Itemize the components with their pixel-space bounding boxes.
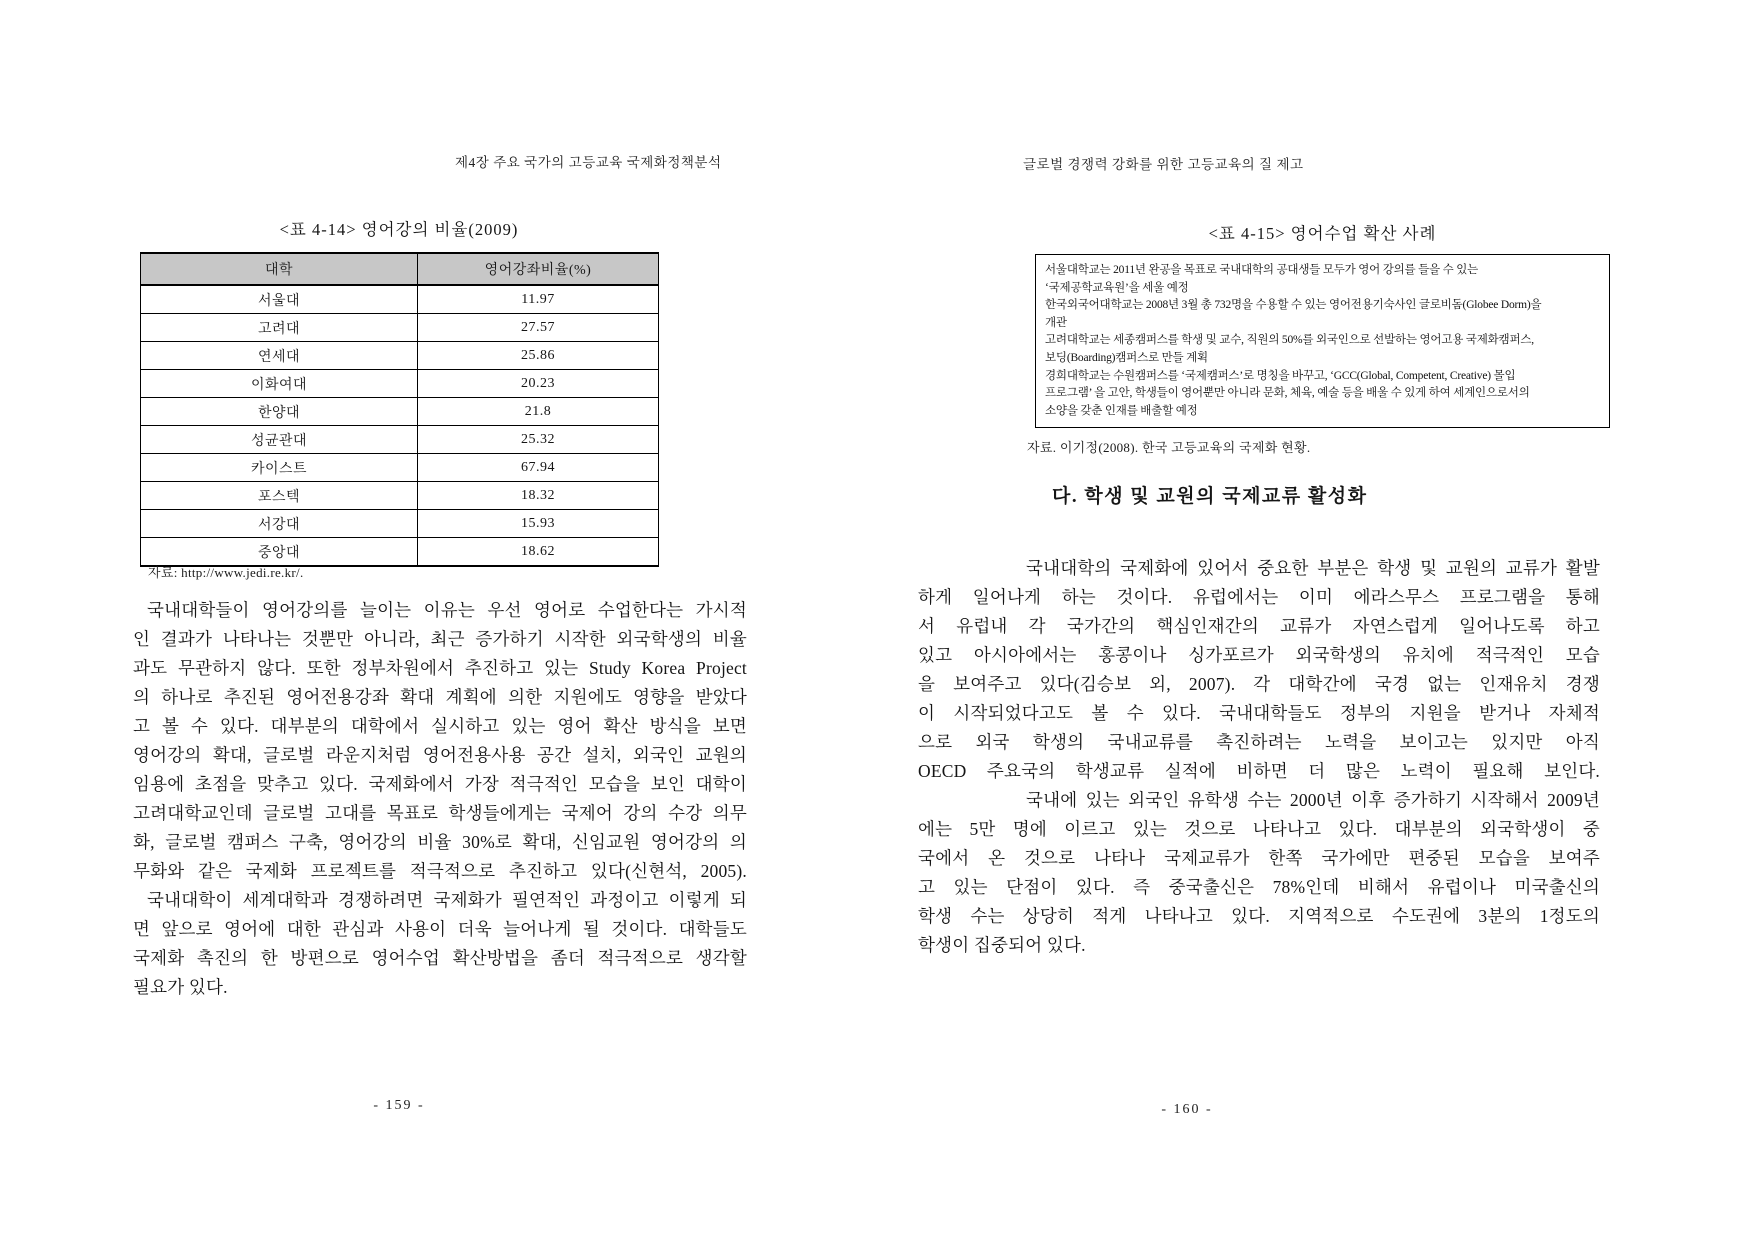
body-line: 고 있는 단점이 있다. 즉 중국출신은 78%인데 비해서 유럽이나 미국출신의: [918, 877, 1600, 897]
body-line: 국내에 있는 외국인 유학생 수는 2000년 이후 증가하기 시작해서 2009년: [1026, 790, 1600, 810]
body-line: 학생이 집중되어 있다.: [918, 935, 1086, 955]
table-row: [141, 342, 659, 370]
cell-ratio: 67.94: [418, 454, 659, 482]
body-line: 인 결과가 나타나는 것뿐만 아니라, 최근 증가하기 시작한 외국학생의 비율: [133, 629, 747, 649]
body-line: 고려대학교인데 글로벌 고대를 목표로 학생들에게는 국제어 강의 수강 의무: [133, 803, 747, 823]
body-line: 국제화 촉진의 한 방편으로 영어수업 확산방법을 좀더 적극적으로 생각할: [133, 948, 747, 968]
left-page-number: - 159 -: [373, 1098, 425, 1113]
table-row: [141, 398, 659, 426]
section-heading: 다. 학생 및 교원의 국제교류 활성화: [1052, 486, 1368, 507]
case-box-line: 경희대학교는 수원캠퍼스를 ‘국제캠퍼스’로 명칭을 바꾸고, ‘GCC(Global, Competent, Creative) 몰입: [1045, 369, 1516, 382]
cell-university: 연세대: [141, 342, 418, 370]
cell-ratio: 25.32: [418, 426, 659, 454]
cell-university: 성균관대: [141, 426, 418, 454]
right-page: [876, 0, 1753, 1240]
cell-ratio: 18.32: [418, 482, 659, 510]
left-table-source: 자료: http://www.jedi.re.kr/.: [148, 565, 304, 580]
body-line: 의 하나로 추진된 영어전용강좌 확대 계획에 의한 지원에도 영향을 받았다: [133, 687, 747, 707]
cell-ratio: 18.62: [418, 538, 659, 567]
right-page-number: - 160 -: [1161, 1102, 1213, 1117]
body-line: 하게 일어나게 하는 것이다. 유럽에서는 이미 에라스무스 프로그램을 통해: [918, 587, 1600, 607]
cell-ratio: 15.93: [418, 510, 659, 538]
cell-university: 포스텍: [141, 482, 418, 510]
table-row: [141, 510, 659, 538]
body-line: 학생 수는 상당히 적게 나타나고 있다. 지역적으로 수도권에 3분의 1정도의: [918, 906, 1600, 926]
table-row: [141, 370, 659, 398]
body-line: 필요가 있다.: [133, 977, 228, 997]
case-box-line: 서울대학교는 2011년 완공을 목표로 국내대학의 공대생들 모두가 영어 강의를 들을 수 있는: [1045, 264, 1479, 276]
left-page: [0, 0, 876, 1240]
table-row: [141, 314, 659, 342]
body-line: 으로 외국 학생의 국내교류를 촉진하려는 노력을 보이고는 있지만 아직: [918, 732, 1600, 752]
cell-university: 이화여대: [141, 370, 418, 398]
cell-ratio: 21.8: [418, 398, 659, 426]
case-box-line: 소양을 갖춘 인재를 배출할 예정: [1045, 404, 1198, 417]
case-box-line: ‘국제공학교육원’을 세울 예정: [1045, 281, 1189, 294]
right-box-source: 자료. 이기정(2008). 한국 고등교육의 국제화 현황.: [1027, 440, 1311, 455]
body-line: 서 유럽내 각 국가간의 핵심인재간의 교류가 자연스럽게 일어나도록 하고: [918, 616, 1600, 636]
body-line: 이 시작되었다고도 볼 수 있다. 국내대학들도 정부의 지원을 받거나 자체적: [918, 703, 1600, 723]
cell-university: 중앙대: [141, 538, 418, 567]
cell-ratio: 20.23: [418, 370, 659, 398]
body-line: 에는 5만 명에 이르고 있는 것으로 나타나고 있다. 대부분의 외국학생이 중: [918, 819, 1600, 839]
case-box-line: 개관: [1045, 316, 1067, 329]
body-line: 국내대학들이 영어강의를 늘이는 이유는 우선 영어로 수업한다는 가시적: [147, 600, 747, 620]
body-line: 있고 아시아에서는 홍콩이나 싱가포르가 외국학생의 유치에 적극적인 모습: [918, 645, 1600, 665]
col-header-university: 대학: [141, 253, 418, 285]
case-box-line: 보딩(Boarding)캠퍼스로 만들 계획: [1045, 351, 1208, 364]
case-box-line: 고려대학교는 세종캠퍼스를 학생 및 교수, 직원의 50%를 외국인으로 선발하는 영어고용 국제화캠퍼스,: [1045, 334, 1534, 347]
cell-university: 서울대: [141, 285, 418, 314]
body-line: 국내대학이 세계대학과 경쟁하려면 국제화가 필연적인 과정이고 이렇게 되: [147, 890, 747, 910]
cell-ratio: 11.97: [418, 285, 659, 314]
cell-university: 서강대: [141, 510, 418, 538]
body-line: 국내대학의 국제화에 있어서 중요한 부분은 학생 및 교원의 교류가 활발: [1026, 558, 1600, 578]
table-row: [141, 426, 659, 454]
cell-university: 카이스트: [141, 454, 418, 482]
right-running-head: 글로벌 경쟁력 강화를 위한 고등교육의 질 제고: [1023, 157, 1304, 172]
case-box-line: 프로그램’ 을 고안, 학생들이 영어뿐만 아니라 문화, 체육, 예술 등을 배울 수 있게 하여 세계인으로서의: [1045, 387, 1530, 400]
case-box-line: 한국외국어대학교는 2008년 3월 총 732명을 수용할 수 있는 영어전용기숙사인 글로비돔(Globee Dorm)을: [1045, 299, 1542, 312]
body-line: 면 앞으로 영어에 대한 관심과 사용이 더욱 늘어나게 될 것이다. 대학들도: [133, 919, 747, 939]
table-row: [141, 482, 659, 510]
body-line: 화, 글로벌 캠퍼스 구축, 영어강의 비율 30%로 확대, 신임교원 영어강의 의: [133, 832, 747, 852]
table-row: [141, 454, 659, 482]
english-lecture-ratio-table: [140, 252, 659, 567]
body-line: 국에서 온 것으로 나타나 국제교류가 한쪽 국가에만 편중된 모습을 보여주: [918, 848, 1600, 868]
table-header-row: [141, 253, 659, 285]
left-body-paragraphs: [133, 596, 747, 1002]
table-row: [141, 285, 659, 314]
cell-ratio: 25.86: [418, 342, 659, 370]
left-table-title: <표 4-14> 영어강의 비율(2009): [279, 220, 519, 239]
right-table-title: <표 4-15> 영어수업 확산 사례: [1208, 224, 1437, 243]
body-line: 무화와 같은 국제화 프로젝트를 적극적으로 추진하고 있다(신현석, 2005).: [133, 861, 747, 881]
right-body-paragraphs: [918, 554, 1600, 960]
cell-ratio: 27.57: [418, 314, 659, 342]
body-line: 영어강의 확대, 글로벌 라운지처럼 영어전용사용 공간 설치, 외국인 교원의: [133, 745, 747, 765]
left-running-head: 제4장 주요 국가의 고등교육 국제화정책분석: [455, 155, 722, 170]
body-line: 을 보여주고 있다(김승보 외, 2007). 각 대학간에 국경 없는 인재유치 경쟁: [918, 674, 1600, 694]
body-line: 임용에 초점을 맞추고 있다. 국제화에서 가장 적극적인 모습을 보인 대학이: [133, 774, 747, 794]
body-line: 과도 무관하지 않다. 또한 정부차원에서 추진하고 있는 Study Korea Project: [133, 658, 747, 678]
body-line: OECD 주요국의 학생교류 실적에 비하면 더 많은 노력이 필요해 보인다.: [918, 761, 1600, 781]
cell-university: 고려대: [141, 314, 418, 342]
body-line: 고 볼 수 있다. 대부분의 대학에서 실시하고 있는 영어 확산 방식을 보면: [133, 716, 747, 736]
col-header-ratio: 영어강좌비율(%): [418, 253, 659, 285]
english-class-cases-box: [1035, 254, 1610, 428]
cell-university: 한양대: [141, 398, 418, 426]
